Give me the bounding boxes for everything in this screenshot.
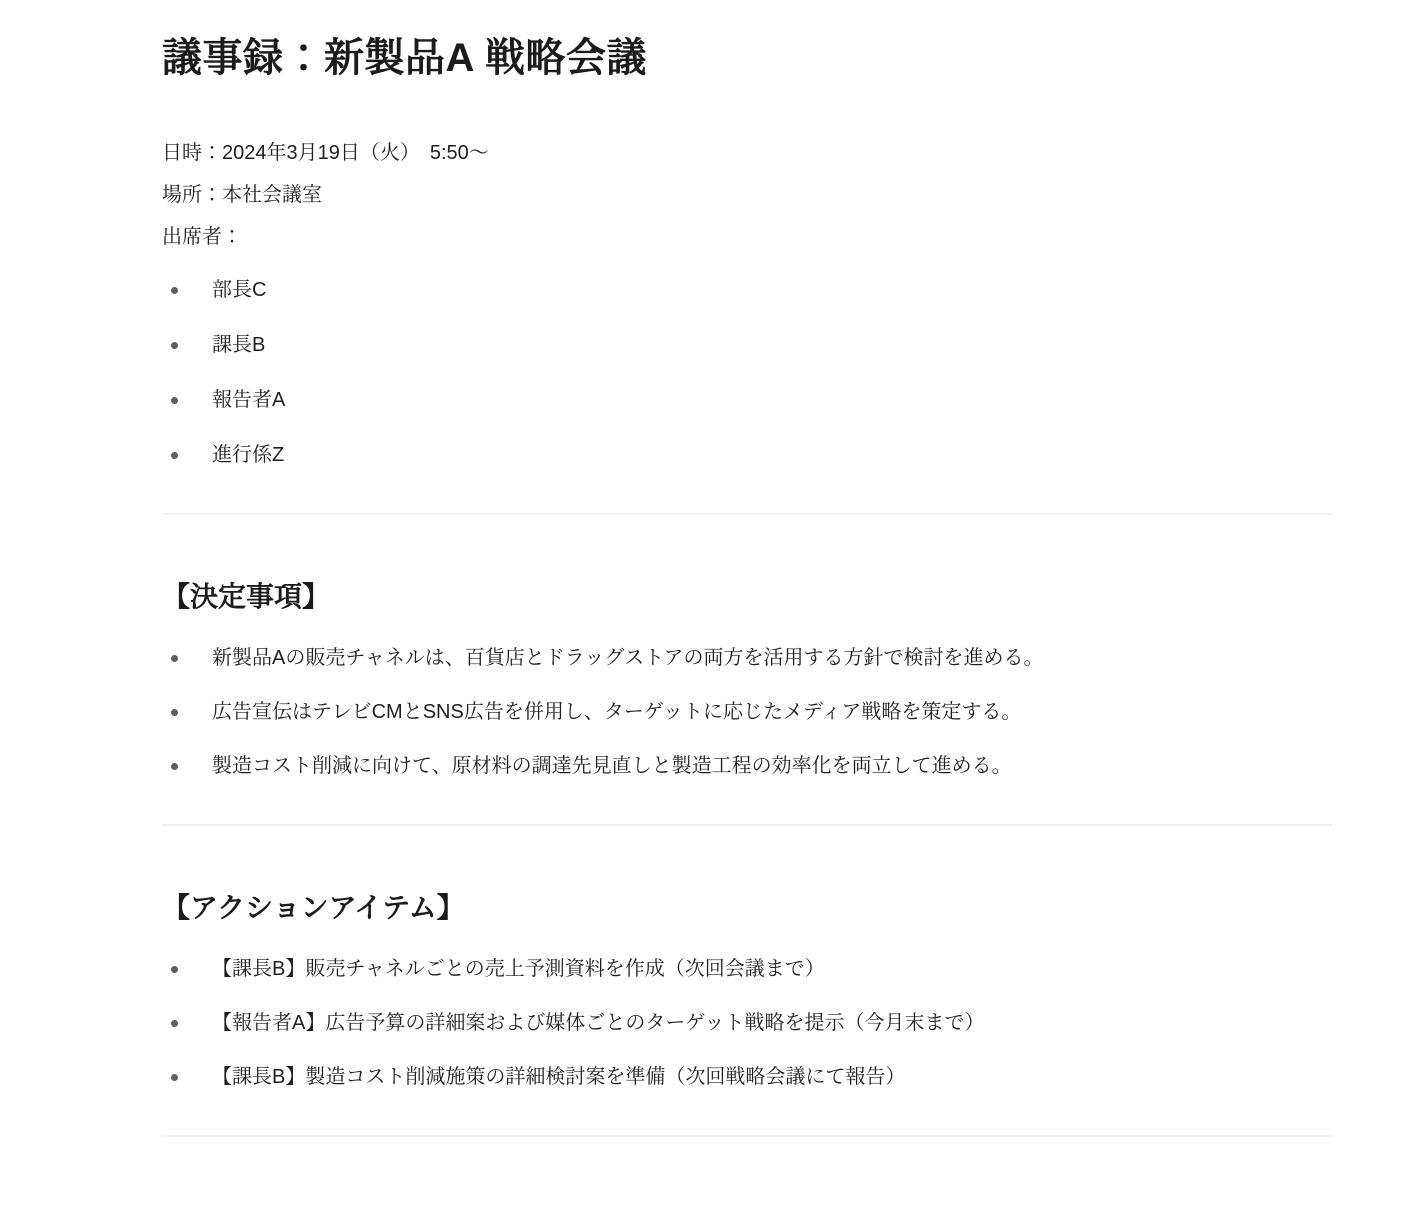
decision-text: 新製品Aの販売チャネルは、百貨店とドラッグストアの両方を活用する方針で検討を進める。 bbox=[212, 647, 1044, 669]
decisions-list bbox=[162, 642, 1332, 782]
attendee-name: 報告者A bbox=[212, 389, 286, 411]
bullet-icon bbox=[171, 966, 178, 973]
list-item bbox=[162, 1007, 1332, 1039]
list-item bbox=[162, 439, 1332, 471]
meeting-datetime: 日時：2024年3月19日（火） 5:50〜 bbox=[162, 142, 489, 164]
list-item bbox=[162, 329, 1332, 361]
action-item-text: 【課長B】販売チャネルごとの売上予測資料を作成（次回会議まで） bbox=[212, 958, 825, 980]
attendee-name: 進行係Z bbox=[212, 444, 285, 466]
list-item bbox=[162, 750, 1332, 782]
section-divider bbox=[162, 824, 1332, 826]
meeting-meta bbox=[162, 132, 1332, 258]
list-item bbox=[162, 696, 1332, 728]
bullet-icon bbox=[171, 342, 178, 349]
section-divider bbox=[162, 513, 1332, 515]
bullet-icon bbox=[171, 397, 178, 404]
section-action-items bbox=[162, 890, 1332, 1093]
list-item bbox=[162, 642, 1332, 674]
bullet-icon bbox=[171, 452, 178, 459]
bullet-icon bbox=[171, 763, 178, 770]
page-title: 議事録：新製品A 戦略会議 bbox=[162, 36, 648, 80]
attendees-label: 出席者： bbox=[162, 226, 242, 248]
attendee-name: 課長B bbox=[212, 334, 266, 356]
attendee-name: 部長C bbox=[212, 279, 267, 301]
bullet-icon bbox=[171, 655, 178, 662]
list-item bbox=[162, 953, 1332, 985]
list-item bbox=[162, 1061, 1332, 1093]
section-divider bbox=[162, 1135, 1332, 1137]
bullet-icon bbox=[171, 709, 178, 716]
bullet-icon bbox=[171, 1020, 178, 1027]
action-items-list bbox=[162, 953, 1332, 1093]
section-heading: 【決定事項】 bbox=[162, 581, 331, 612]
attendees-list bbox=[162, 274, 1332, 471]
section-decisions bbox=[162, 579, 1332, 782]
list-item bbox=[162, 384, 1332, 416]
decision-text: 製造コスト削減に向けて、原材料の調達先見直しと製造工程の効率化を両立して進める。 bbox=[212, 755, 1012, 777]
action-item-text: 【課長B】製造コスト削減施策の詳細検討案を準備（次回戦略会議にて報告） bbox=[212, 1066, 906, 1088]
meeting-location: 場所：本社会議室 bbox=[162, 184, 322, 206]
list-item bbox=[162, 274, 1332, 306]
decision-text: 広告宣伝はテレビCMとSNS広告を併用し、ターゲットに応じたメディア戦略を策定する。 bbox=[212, 701, 1022, 723]
bullet-icon bbox=[171, 287, 178, 294]
bullet-icon bbox=[171, 1074, 178, 1081]
section-heading: 【アクションアイテム】 bbox=[162, 892, 465, 923]
action-item-text: 【報告者A】広告予算の詳細案および媒体ごとのターゲット戦略を提示（今月末まで） bbox=[212, 1012, 985, 1034]
